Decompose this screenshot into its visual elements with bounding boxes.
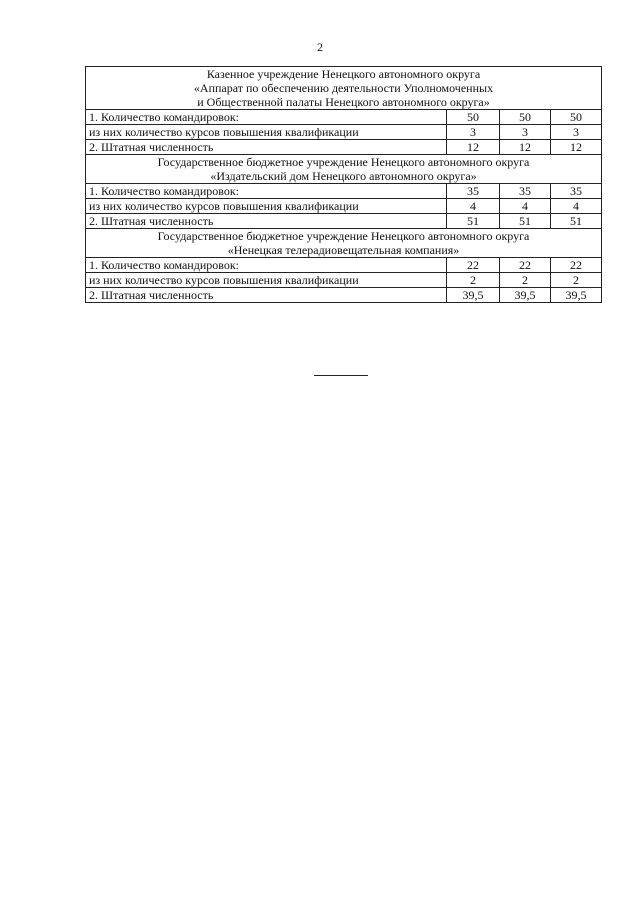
value-cell: 50 — [447, 110, 500, 125]
table-row — [86, 288, 602, 303]
section-title — [86, 229, 602, 258]
section-title — [86, 67, 602, 110]
row-label: 2. Штатная численность — [86, 214, 447, 229]
end-separator-line — [314, 375, 368, 376]
value-cell: 3 — [500, 125, 551, 140]
value-cell: 2 — [551, 273, 602, 288]
value-cell: 35 — [447, 184, 500, 199]
section-title-line: «Аппарат по обеспечению деятельности Уполномоченных — [193, 81, 494, 95]
section-title-line: «Ненецкая телерадиовещательная компания» — [227, 243, 460, 257]
institutions-table — [85, 66, 602, 303]
value-cell: 35 — [551, 184, 602, 199]
value-cell: 50 — [551, 110, 602, 125]
value-cell: 4 — [551, 199, 602, 214]
row-label: из них количество курсов повышения квалификации — [86, 199, 447, 214]
table-row — [86, 199, 602, 214]
section-header-row — [86, 67, 602, 110]
value-cell: 12 — [500, 140, 551, 155]
value-cell: 39,5 — [447, 288, 500, 303]
value-cell: 2 — [447, 273, 500, 288]
section-title-line: Государственное бюджетное учреждение Ненецкого автономного округа — [157, 229, 530, 243]
value-cell: 3 — [447, 125, 500, 140]
section-title-line: и Общественной палаты Ненецкого автономного округа» — [197, 95, 490, 109]
value-cell: 50 — [500, 110, 551, 125]
value-cell: 22 — [500, 258, 551, 273]
table-row — [86, 184, 602, 199]
value-cell: 35 — [500, 184, 551, 199]
value-cell: 2 — [500, 273, 551, 288]
section-title — [86, 155, 602, 184]
row-label: 1. Количество командировок: — [86, 110, 447, 125]
value-cell: 22 — [551, 258, 602, 273]
table-row — [86, 258, 602, 273]
page-number: 2 — [317, 40, 323, 54]
table-row — [86, 273, 602, 288]
section-header-row — [86, 155, 602, 184]
value-cell: 51 — [447, 214, 500, 229]
value-cell: 22 — [447, 258, 500, 273]
table-row — [86, 110, 602, 125]
table-row — [86, 140, 602, 155]
value-cell: 51 — [500, 214, 551, 229]
value-cell: 4 — [447, 199, 500, 214]
section-title-line: «Издательский дом Ненецкого автономного округа» — [210, 169, 477, 183]
row-label: 1. Количество командировок: — [86, 184, 447, 199]
row-label: 2. Штатная численность — [86, 140, 447, 155]
value-cell: 39,5 — [500, 288, 551, 303]
value-cell: 4 — [500, 199, 551, 214]
row-label: из них количество курсов повышения квалификации — [86, 273, 447, 288]
section-title-line: Казенное учреждение Ненецкого автономного округа — [206, 67, 481, 81]
value-cell: 51 — [551, 214, 602, 229]
table-row — [86, 125, 602, 140]
table-row — [86, 214, 602, 229]
value-cell: 39,5 — [551, 288, 602, 303]
section-header-row — [86, 229, 602, 258]
value-cell: 12 — [447, 140, 500, 155]
value-cell: 3 — [551, 125, 602, 140]
section-title-line: Государственное бюджетное учреждение Ненецкого автономного округа — [157, 155, 530, 169]
row-label: 2. Штатная численность — [86, 288, 447, 303]
value-cell: 12 — [551, 140, 602, 155]
row-label: из них количество курсов повышения квалификации — [86, 125, 447, 140]
row-label: 1. Количество командировок: — [86, 258, 447, 273]
